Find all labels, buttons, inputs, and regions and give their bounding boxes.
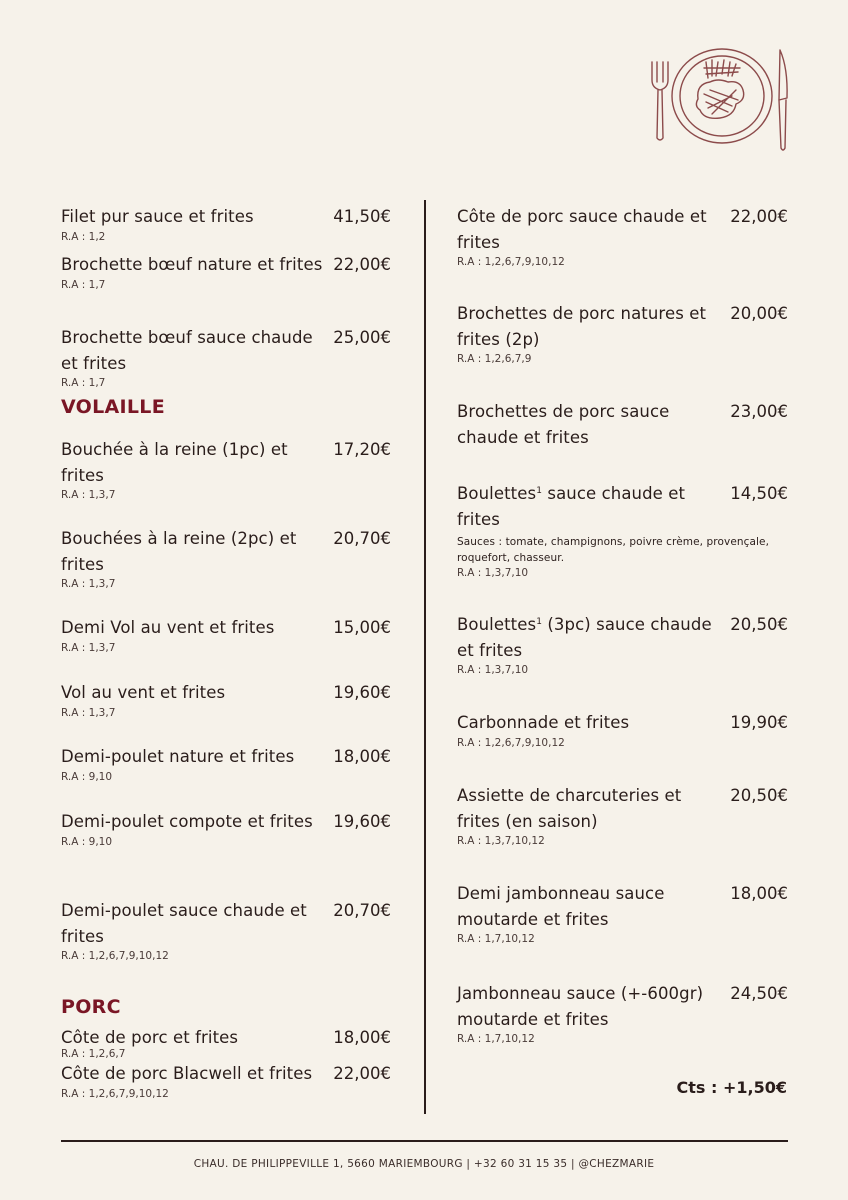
dish-price: 19,60€	[333, 683, 391, 702]
menu-item	[61, 615, 391, 655]
section-title-volaille: VOLAILLE	[61, 396, 165, 418]
dish-price: 22,00€	[333, 1064, 391, 1083]
menu-item	[61, 680, 391, 720]
dish-price: 20,50€	[730, 615, 788, 634]
supplement-note: Cts : +1,50€	[676, 1078, 787, 1097]
knife-icon	[779, 50, 787, 150]
menu-item	[61, 252, 391, 292]
dish-price: 20,70€	[333, 529, 391, 548]
allergens: R.A : 1,7,10,12	[457, 933, 535, 945]
menu-item	[61, 325, 391, 390]
dish-name: Brochette bœuf nature et frites	[61, 255, 323, 274]
allergens: R.A : 1,7	[61, 278, 106, 291]
dish-price: 18,00€	[333, 1028, 391, 1047]
allergens: R.A : 1,2,6,7,9,10,12	[457, 256, 565, 268]
dish-price: 24,50€	[730, 984, 788, 1003]
dish-name: Demi-poulet sauce chaude et frites	[61, 901, 307, 946]
restaurant-logo-icon	[648, 44, 790, 154]
menu-item	[457, 981, 788, 1046]
menu-item	[457, 881, 788, 946]
dish-name: Boulettes$^1$ sauce chaude et frites	[457, 484, 686, 529]
dish-price: 20,00€	[730, 304, 788, 323]
dish-price: 15,00€	[333, 618, 391, 637]
menu-item	[61, 744, 391, 784]
menu-item	[61, 1025, 391, 1061]
menu-item	[61, 204, 391, 244]
sauce-options-note: Sauces : tomate, champignons, poivre crème, provençale, roquefort, chasseur.	[457, 536, 770, 564]
dish-name: Vol au vent et frites	[61, 683, 226, 702]
section-title-porc: PORC	[61, 996, 121, 1018]
dish-name: Côte de porc sauce chaude et frites	[457, 207, 707, 252]
allergens: R.A : 1,2,6,7	[61, 1047, 126, 1060]
allergens: R.A : 1,3,7,10,12	[457, 835, 545, 847]
fork-icon	[652, 62, 668, 140]
menu-item	[457, 301, 788, 366]
dish-price: 18,00€	[333, 747, 391, 766]
allergens: R.A : 1,3,7,10	[457, 664, 529, 676]
dish-name: Filet pur sauce et frites	[61, 207, 254, 226]
allergens: R.A : 1,3,7,10	[457, 567, 529, 579]
dish-name: Brochettes de porc sauce chaude et frites	[457, 402, 670, 447]
dish-price: 20,50€	[730, 786, 788, 805]
allergens: R.A : 1,2,6,7,9,10,12	[61, 950, 169, 962]
dish-price: 14,50€	[730, 484, 788, 503]
allergens: R.A : 1,2,6,7,9,10,12	[61, 1087, 169, 1100]
allergens: R.A : 1,7,10,12	[457, 1033, 535, 1045]
dish-price: 18,00€	[730, 884, 788, 903]
allergens: R.A : 9,10	[61, 835, 113, 848]
allergens: R.A : 1,2	[61, 230, 106, 243]
dish-name: Demi-poulet compote et frites	[61, 812, 313, 831]
dish-name: Demi jambonneau sauce moutarde et frites	[457, 884, 665, 929]
allergens: R.A : 1,3,7	[61, 706, 116, 719]
column-divider	[424, 200, 426, 1114]
allergens: R.A : 1,2,6,7,9	[457, 353, 532, 365]
allergens: R.A : 1,3,7	[61, 641, 116, 654]
menu-item	[457, 204, 788, 269]
dish-name: Demi Vol au vent et frites	[61, 618, 275, 637]
menu-item	[61, 526, 391, 591]
plate-with-steak-icon	[672, 49, 772, 143]
allergens: R.A : 1,3,7	[61, 489, 116, 501]
dish-price: 22,00€	[730, 207, 788, 226]
dish-price: 23,00€	[730, 402, 788, 421]
menu-item	[457, 612, 788, 677]
dish-price: 25,00€	[333, 328, 391, 347]
dish-price: 17,20€	[333, 440, 391, 459]
dish-name: Côte de porc et frites	[61, 1028, 239, 1047]
dish-name: Côte de porc Blacwell et frites	[61, 1064, 313, 1083]
menu-item	[457, 710, 788, 750]
dish-price: 19,90€	[730, 713, 788, 732]
menu-item	[457, 481, 788, 580]
dish-price: 22,00€	[333, 255, 391, 274]
allergens: R.A : 1,7	[61, 377, 106, 389]
footer-divider	[61, 1140, 788, 1142]
dish-name: Bouchée à la reine (1pc) et frites	[61, 440, 288, 485]
dish-price: 19,60€	[333, 812, 391, 831]
allergens: R.A : 1,3,7	[61, 578, 116, 590]
menu-item	[61, 809, 391, 849]
dish-name: Jambonneau sauce (+-600gr) moutarde et frites	[457, 984, 704, 1029]
menu-item	[457, 399, 788, 450]
dish-name: Brochettes de porc natures et frites (2p)	[457, 304, 707, 349]
dish-name: Assiette de charcuteries et frites (en saison)	[457, 786, 682, 831]
dish-name: Boulettes$^1$ (3pc) sauce chaude et frites	[457, 615, 712, 660]
dish-price: 20,70€	[333, 901, 391, 920]
dish-name: Carbonnade et frites	[457, 713, 630, 732]
menu-item	[61, 437, 391, 502]
menu-item	[61, 898, 391, 963]
menu-item	[61, 1061, 391, 1101]
allergens: R.A : 1,2,6,7,9,10,12	[457, 736, 565, 749]
dish-name: Bouchées à la reine (2pc) et frites	[61, 529, 297, 574]
menu-item	[457, 783, 788, 848]
allergens: R.A : 9,10	[61, 770, 113, 783]
dish-price: 41,50€	[333, 207, 391, 226]
footer-contact: CHAU. DE PHILIPPEVILLE 1, 5660 MARIEMBOURG | +32 60 31 15 35 | @CHEZMARIE	[193, 1158, 655, 1170]
dish-name: Demi-poulet nature et frites	[61, 747, 295, 766]
dish-name: Brochette bœuf sauce chaude et frites	[61, 328, 313, 373]
